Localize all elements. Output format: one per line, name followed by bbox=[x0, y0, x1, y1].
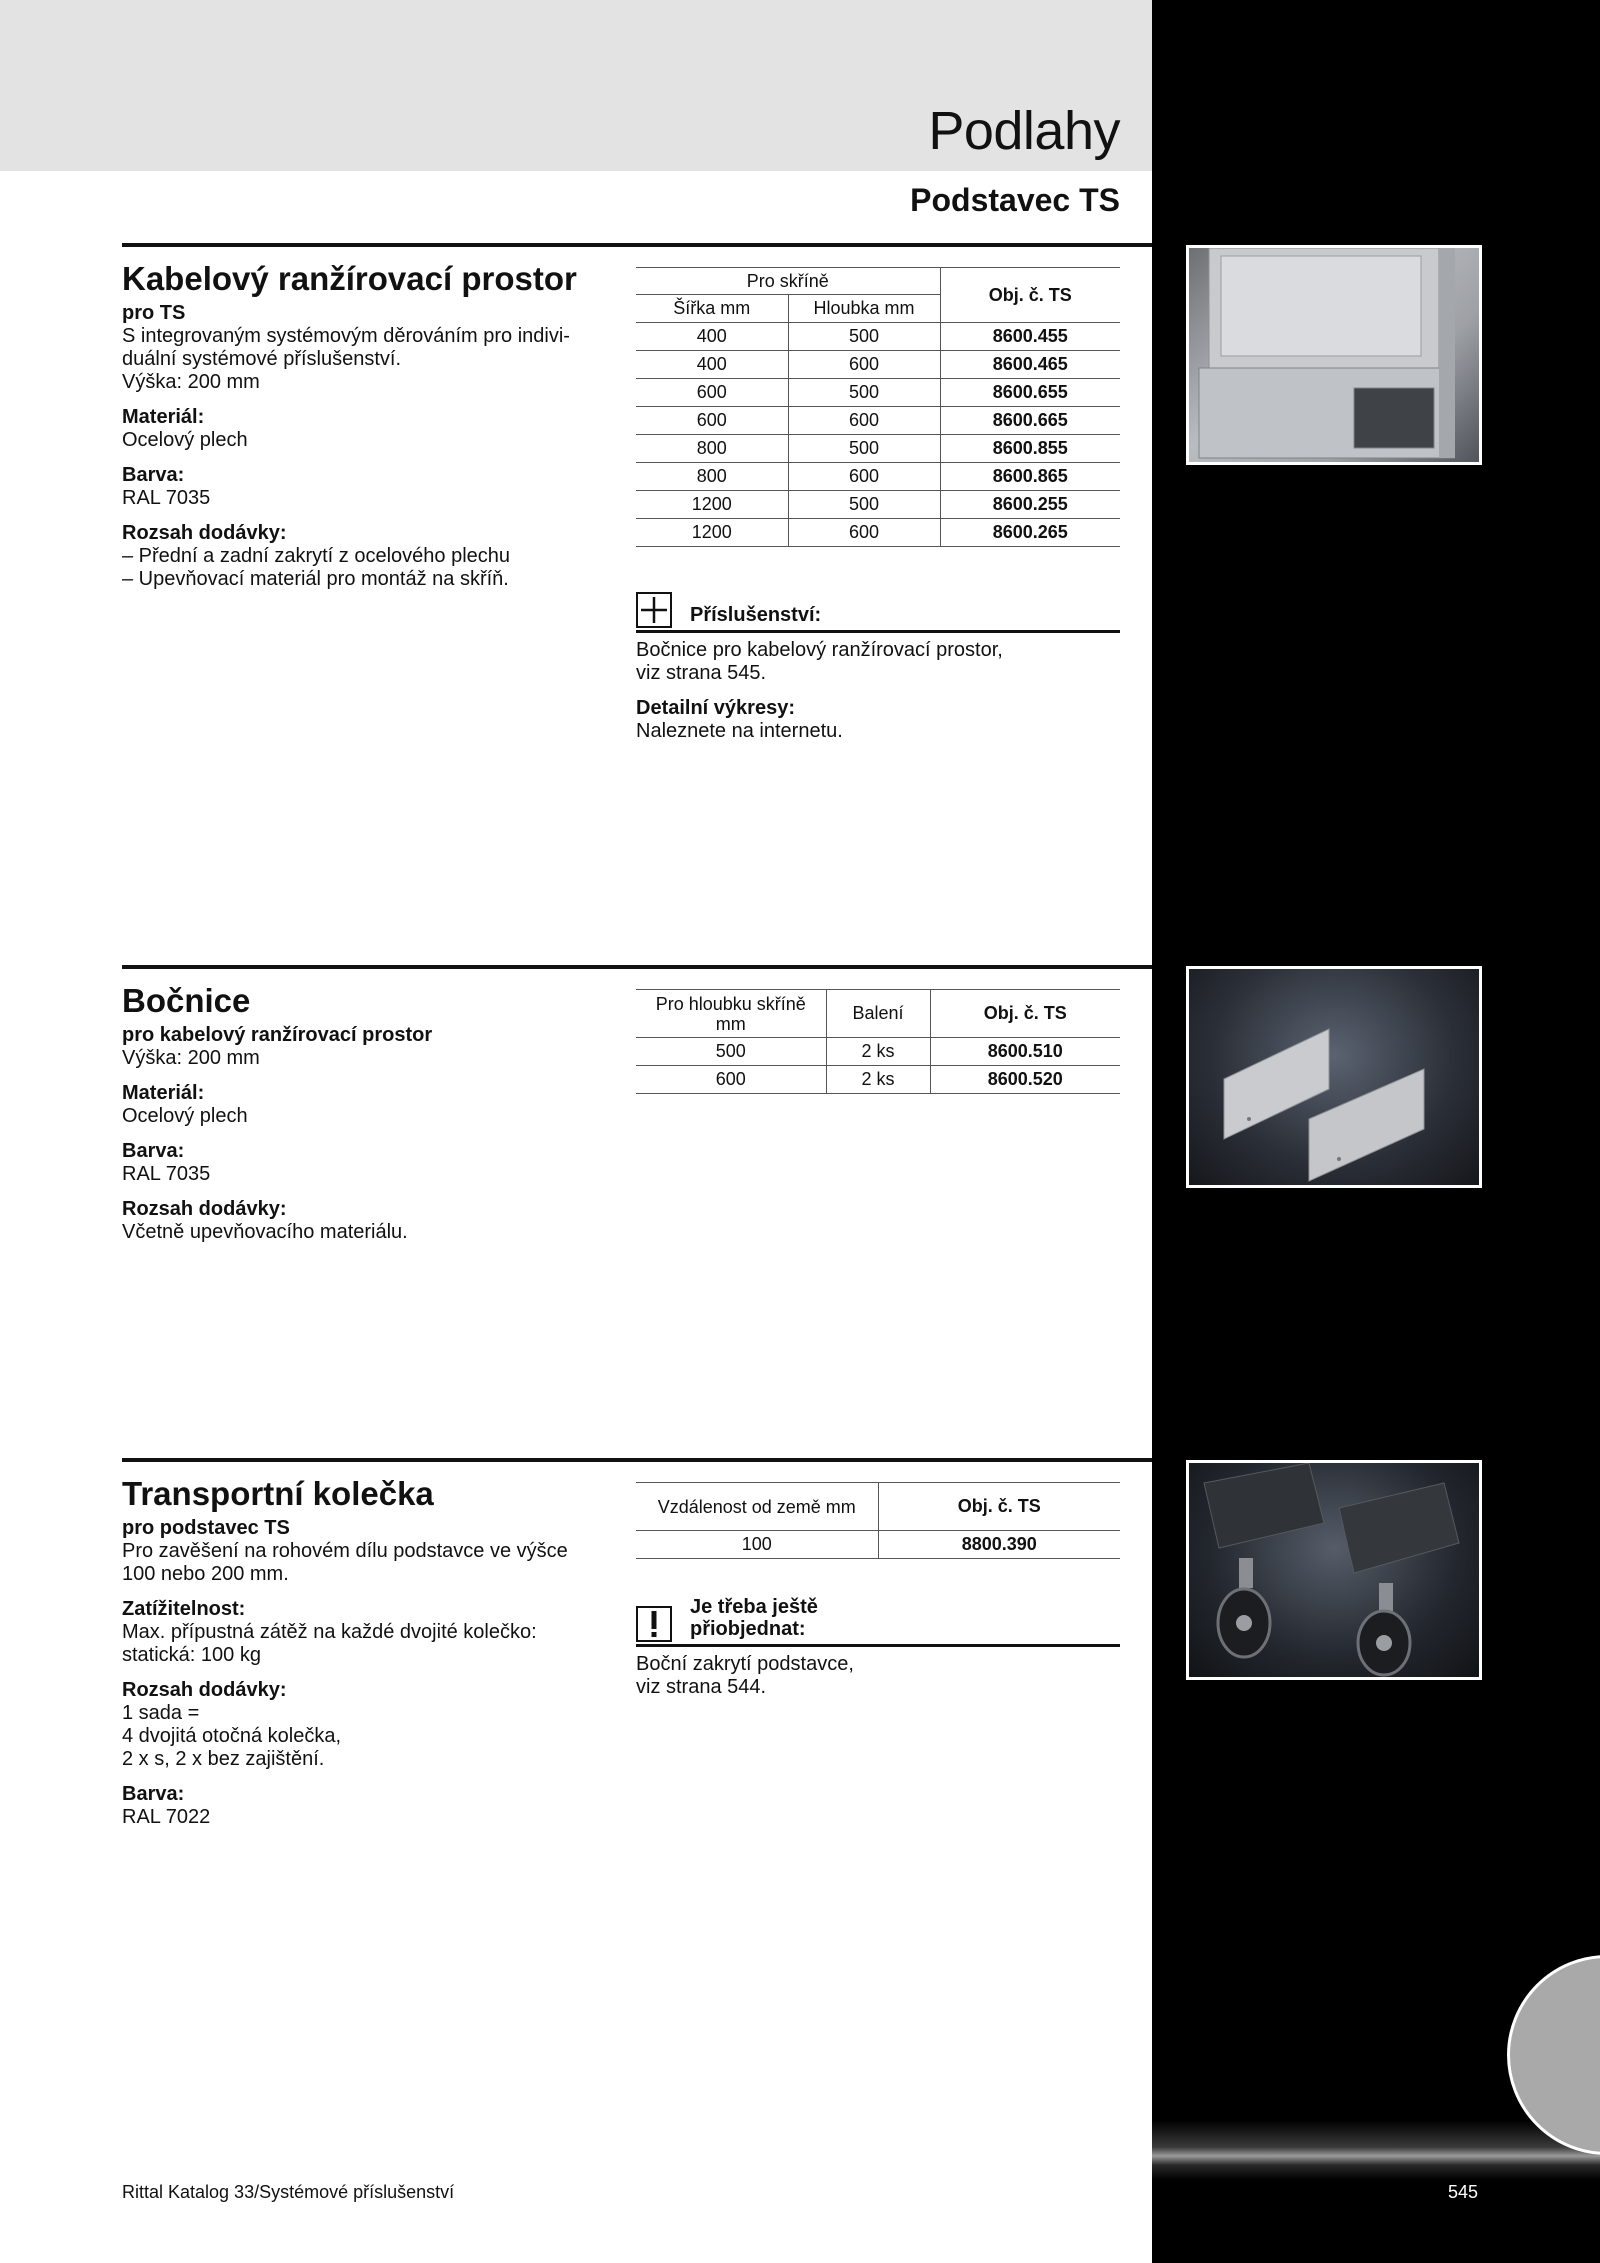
section-3-scope-label: Rozsah dodávky: bbox=[122, 1679, 287, 1701]
section-3-load-line: statická: 100 kg bbox=[122, 1644, 261, 1666]
section-3-color-label: Barva: bbox=[122, 1783, 185, 1805]
section-rule-2 bbox=[122, 965, 1152, 969]
section-1-description bbox=[122, 302, 612, 591]
section-2-color: RAL 7035 bbox=[122, 1163, 211, 1185]
section-1-accessories bbox=[636, 592, 1120, 743]
accessories-line: Bočnice pro kabelový ranžírovací prostor, bbox=[636, 639, 1003, 661]
table-row: 400 600 8600.465 bbox=[636, 351, 1120, 379]
cable-space-product-photo bbox=[1186, 245, 1482, 465]
footer-catalog-label: Rittal Katalog 33/Systémové příslušenství bbox=[122, 2182, 455, 2202]
footer-page-number: 545 bbox=[1448, 2182, 1479, 2202]
order-note-heading bbox=[636, 1596, 1120, 1647]
order-note-line: viz strana 544. bbox=[636, 1676, 767, 1698]
table-header-width: Šířka mm bbox=[636, 295, 788, 323]
section-3-intro-line: Pro zavěšení na rohovém dílu podstavce ve výšce bbox=[122, 1540, 568, 1562]
section-3-description bbox=[122, 1517, 612, 1829]
section-1-material-label: Materiál: bbox=[122, 406, 205, 428]
section-3-table bbox=[636, 1482, 1120, 1559]
table-header-order: Obj. č. TS bbox=[940, 268, 1120, 323]
section-rule-1 bbox=[122, 243, 1152, 247]
section-1-scope-item: – Upevňovací materiál pro montáž na skříň. bbox=[122, 568, 509, 590]
section-2-color-label: Barva: bbox=[122, 1140, 185, 1162]
table-group-header: Pro skříně bbox=[636, 268, 940, 295]
section-1-color: RAL 7035 bbox=[122, 487, 211, 509]
section-3-load-label: Zatížitelnost: bbox=[122, 1598, 246, 1620]
section-1-intro-line: S integrovaným systémovým děrováním pro indivi- bbox=[122, 325, 570, 347]
section-1-table bbox=[636, 267, 1120, 547]
section-3-scope-item: 4 dvojitá otočná kolečka, bbox=[122, 1725, 342, 1747]
table-header-order: Obj. č. TS bbox=[930, 990, 1120, 1038]
section-3-color: RAL 7022 bbox=[122, 1806, 211, 1828]
drawings-label: Detailní výkresy: bbox=[636, 697, 795, 719]
section-1-scope-label: Rozsah dodávky: bbox=[122, 522, 287, 544]
table-row: 600 500 8600.655 bbox=[636, 379, 1120, 407]
accessories-line: viz strana 545. bbox=[636, 662, 767, 684]
section-2-scope-item: Včetně upevňovacího materiálu. bbox=[122, 1221, 408, 1243]
accessories-heading-text: Příslušenství: bbox=[690, 604, 822, 626]
section-1-color-label: Barva: bbox=[122, 464, 185, 486]
section-2-subtitle: pro kabelový ranžírovací prostor bbox=[122, 1024, 433, 1046]
table-header-depth: Hloubka mm bbox=[788, 295, 940, 323]
page-title: Podlahy bbox=[928, 101, 1120, 161]
section-title-cable-space: Kabelový ranžírovací prostor bbox=[122, 260, 577, 297]
table-row: 400 500 8600.455 bbox=[636, 323, 1120, 351]
section-2-material-label: Materiál: bbox=[122, 1082, 205, 1104]
section-1-subtitle: pro TS bbox=[122, 302, 186, 324]
table-row: 1200 600 8600.265 bbox=[636, 519, 1120, 547]
section-3-load-line: Max. přípustná zátěž na každé dvojité kolečko: bbox=[122, 1621, 537, 1643]
section-3-order-note bbox=[636, 1596, 1120, 1699]
section-1-material: Ocelový plech bbox=[122, 429, 248, 451]
table-row: 600 600 8600.665 bbox=[636, 407, 1120, 435]
section-2-material: Ocelový plech bbox=[122, 1105, 248, 1127]
section-title-castors: Transportní kolečka bbox=[122, 1475, 434, 1512]
section-2-description bbox=[122, 1024, 612, 1244]
section-3-scope-item: 1 sada = bbox=[122, 1702, 200, 1724]
exclamation-icon bbox=[636, 1606, 672, 1642]
section-3-intro-line: 100 nebo 200 mm. bbox=[122, 1563, 289, 1585]
table-header-order: Obj. č. TS bbox=[878, 1483, 1120, 1531]
table-row: 1200 500 8600.255 bbox=[636, 491, 1120, 519]
castors-product-photo bbox=[1186, 1460, 1482, 1680]
drawings-text: Naleznete na internetu. bbox=[636, 720, 843, 742]
accessories-heading bbox=[636, 592, 1120, 633]
table-row: 800 600 8600.865 bbox=[636, 463, 1120, 491]
section-2-intro-line: Výška: 200 mm bbox=[122, 1047, 260, 1069]
table-row: 100 8800.390 bbox=[636, 1531, 1120, 1559]
section-title-side-panels: Bočnice bbox=[122, 982, 251, 1019]
section-2-table bbox=[636, 989, 1120, 1094]
section-1-intro-line: Výška: 200 mm bbox=[122, 371, 260, 393]
table-header-distance: Vzdálenost od země mm bbox=[636, 1483, 878, 1531]
order-note-line: Boční zakrytí podstavce, bbox=[636, 1653, 854, 1675]
side-panels-product-photo bbox=[1186, 966, 1482, 1188]
sidebar-light-reflection bbox=[1152, 2120, 1600, 2180]
page-subtitle: Podstavec TS bbox=[910, 182, 1120, 218]
table-row: 500 2 ks 8600.510 bbox=[636, 1038, 1120, 1066]
section-1-scope-item: – Přední a zadní zakrytí z ocelového plechu bbox=[122, 545, 511, 567]
table-header-depth: Pro hloubku skříně mm bbox=[636, 990, 826, 1038]
table-row: 800 500 8600.855 bbox=[636, 435, 1120, 463]
section-3-subtitle: pro podstavec TS bbox=[122, 1517, 290, 1539]
section-rule-3 bbox=[122, 1458, 1152, 1462]
section-2-scope-label: Rozsah dodávky: bbox=[122, 1198, 287, 1220]
table-header-pack: Balení bbox=[826, 990, 930, 1038]
section-1-intro-line: duální systémové příslušenství. bbox=[122, 348, 402, 370]
order-note-heading-text: Je třeba ještě přiobjednat: bbox=[690, 1596, 818, 1640]
table-row: 600 2 ks 8600.520 bbox=[636, 1066, 1120, 1094]
plus-icon bbox=[636, 592, 672, 628]
section-3-scope-item: 2 x s, 2 x bez zajištění. bbox=[122, 1748, 325, 1770]
